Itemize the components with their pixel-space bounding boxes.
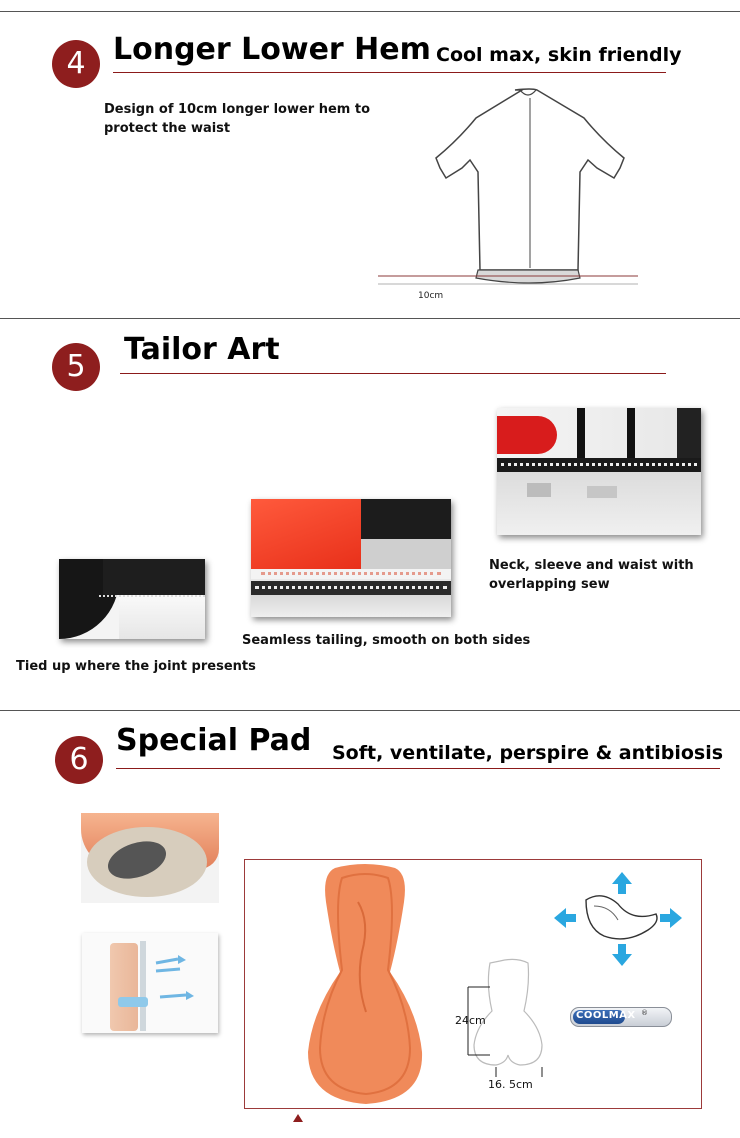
overlap-sew-photo xyxy=(497,408,701,535)
divider-5-6 xyxy=(0,710,740,711)
triangle-marker-icon xyxy=(293,1114,303,1122)
seamless-photo xyxy=(251,499,451,617)
section-6-subtitle: Soft, ventilate, perspire & antibiosis xyxy=(332,742,724,764)
pad-height-label: 24cm xyxy=(455,1014,486,1027)
coolmax-registered: ® xyxy=(641,1009,648,1017)
section-5-badge: 5 xyxy=(52,343,100,391)
section-6-badge: 6 xyxy=(55,736,103,784)
section-6-title-rule xyxy=(116,768,720,769)
joint-caption: Tied up where the joint presents xyxy=(16,659,256,674)
top-divider xyxy=(0,11,740,12)
section-5-title-rule xyxy=(120,373,666,374)
section-4-subtitle: Cool max, skin friendly xyxy=(436,44,682,66)
pad-closeup-photo xyxy=(81,813,219,903)
coolmax-badge xyxy=(570,1007,672,1027)
seamless-caption: Seamless tailing, smooth on both sides xyxy=(242,633,531,648)
section-6-title: Special Pad xyxy=(116,723,312,758)
airflow-arrows-diagram xyxy=(552,870,684,970)
section-4-description: Design of 10cm longer lower hem to protect the waist xyxy=(104,102,371,136)
hem-measure-label: 10cm xyxy=(418,291,444,301)
divider-4-5 xyxy=(0,318,740,319)
joint-photo xyxy=(59,559,205,639)
section-5-title: Tailor Art xyxy=(124,332,280,367)
pad-width-label: 16. 5cm xyxy=(488,1078,533,1091)
coolmax-text: COOLMAX xyxy=(576,1010,636,1021)
jersey-diagram xyxy=(370,80,650,305)
overlap-sew-caption: Neck, sleeve and waist with overlapping sew xyxy=(489,558,694,592)
section-4-title: Longer Lower Hem xyxy=(113,32,431,67)
section-4-title-rule xyxy=(113,72,666,73)
ventilation-illustration xyxy=(82,933,218,1033)
orange-pad-image xyxy=(300,862,430,1108)
section-4-badge: 4 xyxy=(52,40,100,88)
